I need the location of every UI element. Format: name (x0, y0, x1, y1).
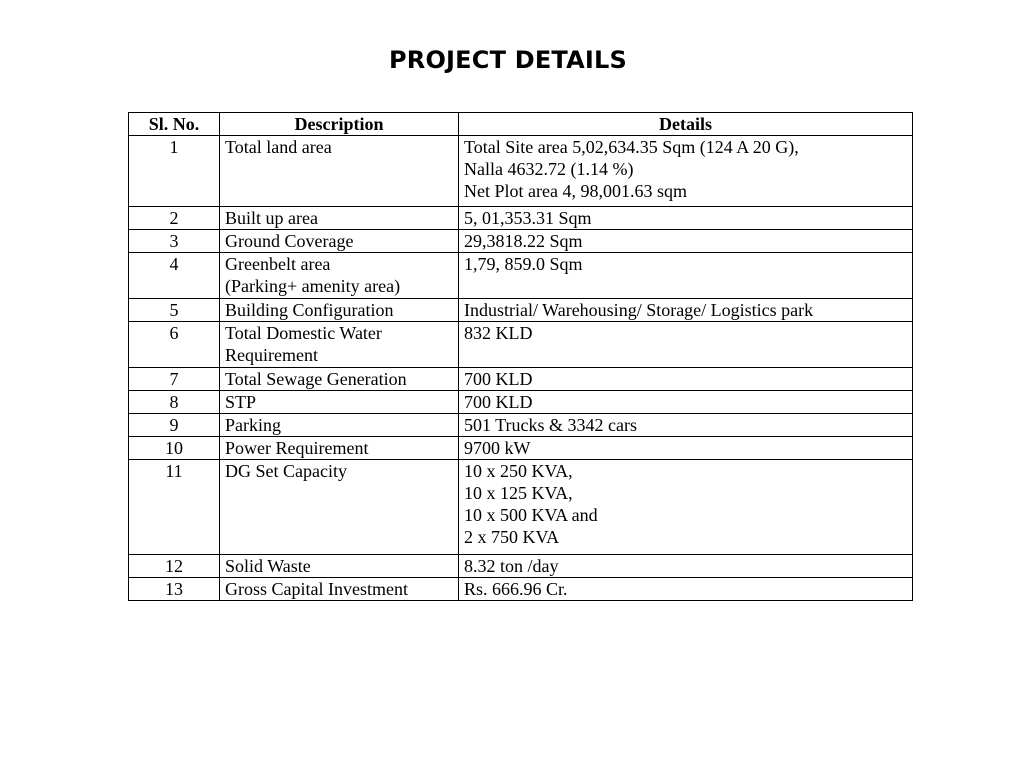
details-line: 10 x 250 KVA, (464, 461, 573, 481)
details-line: 9700 kW (464, 438, 531, 458)
cell-details (459, 437, 913, 460)
table-row (129, 207, 913, 230)
table-row (129, 253, 913, 299)
cell-details (459, 230, 913, 253)
details-line: Net Plot area 4, 98,001.63 sqm (464, 181, 687, 201)
details-line: Industrial/ Warehousing/ Storage/ Logistics park (464, 300, 814, 320)
cell-description (220, 299, 459, 322)
cell-sl-no: 7 (129, 368, 220, 391)
table-row (129, 368, 913, 391)
cell-details (459, 460, 913, 555)
project-details-table (128, 112, 913, 601)
cell-description (220, 578, 459, 601)
details-line: 10 x 125 KVA, (464, 483, 573, 503)
description-line: Solid Waste (225, 556, 311, 576)
cell-details (459, 136, 913, 207)
page-title: PROJECT DETAILS (388, 46, 628, 74)
details-line: Total Site area 5,02,634.35 Sqm (124 A 20 G), (464, 137, 799, 157)
details-line: Rs. 666.96 Cr. (464, 579, 568, 599)
description-line: Building Configuration (225, 300, 394, 320)
cell-sl-no: 6 (129, 322, 220, 368)
cell-sl-no: 9 (129, 414, 220, 437)
description-line: STP (225, 392, 257, 412)
table-row (129, 136, 913, 207)
description-line: Requirement (225, 345, 318, 365)
table-body (129, 136, 913, 601)
cell-details (459, 322, 913, 368)
cell-details (459, 207, 913, 230)
description-line: Parking (225, 415, 281, 435)
cell-details (459, 299, 913, 322)
table-row (129, 391, 913, 414)
table-row (129, 578, 913, 601)
description-line: Gross Capital Investment (225, 579, 408, 599)
cell-details (459, 368, 913, 391)
details-line: 1,79, 859.0 Sqm (464, 254, 583, 274)
details-line: 2 x 750 KVA (464, 527, 560, 547)
cell-description (220, 368, 459, 391)
details-line: 29,3818.22 Sqm (464, 231, 583, 251)
description-line: (Parking+ amenity area) (225, 276, 401, 296)
description-line: Total Sewage Generation (225, 369, 407, 389)
cell-details (459, 555, 913, 578)
table-row (129, 230, 913, 253)
header-sl-no: Sl. No. (129, 113, 220, 136)
table-header-row (129, 113, 913, 136)
cell-description (220, 322, 459, 368)
table-row (129, 460, 913, 555)
cell-sl-no: 12 (129, 555, 220, 578)
cell-description (220, 253, 459, 299)
cell-sl-no: 8 (129, 391, 220, 414)
cell-details (459, 414, 913, 437)
description-line: Ground Coverage (225, 231, 354, 251)
table-row (129, 322, 913, 368)
description-line: Greenbelt area (225, 254, 331, 274)
details-line: Nalla 4632.72 (1.14 %) (464, 159, 634, 179)
cell-details (459, 253, 913, 299)
details-line: 5, 01,353.31 Sqm (464, 208, 592, 228)
cell-sl-no: 11 (129, 460, 220, 555)
cell-description (220, 391, 459, 414)
description-line: DG Set Capacity (225, 461, 347, 481)
cell-details (459, 391, 913, 414)
header-details: Details (459, 113, 913, 136)
cell-description (220, 230, 459, 253)
table-row (129, 437, 913, 460)
cell-sl-no: 5 (129, 299, 220, 322)
details-line: 10 x 500 KVA and (464, 505, 598, 525)
cell-sl-no: 1 (129, 136, 220, 207)
table-row (129, 299, 913, 322)
cell-description (220, 136, 459, 207)
description-line: Built up area (225, 208, 318, 228)
details-line: 8.32 ton /day (464, 556, 559, 576)
cell-description (220, 207, 459, 230)
cell-details (459, 578, 913, 601)
description-line: Total land area (225, 137, 332, 157)
cell-sl-no: 10 (129, 437, 220, 460)
details-line: 700 KLD (464, 369, 533, 389)
cell-description (220, 414, 459, 437)
details-line: 700 KLD (464, 392, 533, 412)
cell-description (220, 437, 459, 460)
cell-description (220, 555, 459, 578)
table-row (129, 414, 913, 437)
cell-sl-no: 4 (129, 253, 220, 299)
header-description: Description (220, 113, 459, 136)
description-line: Power Requirement (225, 438, 369, 458)
cell-sl-no: 2 (129, 207, 220, 230)
details-line: 501 Trucks & 3342 cars (464, 415, 638, 435)
cell-description (220, 460, 459, 555)
cell-sl-no: 13 (129, 578, 220, 601)
cell-sl-no: 3 (129, 230, 220, 253)
table-row (129, 555, 913, 578)
description-line: Total Domestic Water (225, 323, 382, 343)
details-line: 832 KLD (464, 323, 533, 343)
